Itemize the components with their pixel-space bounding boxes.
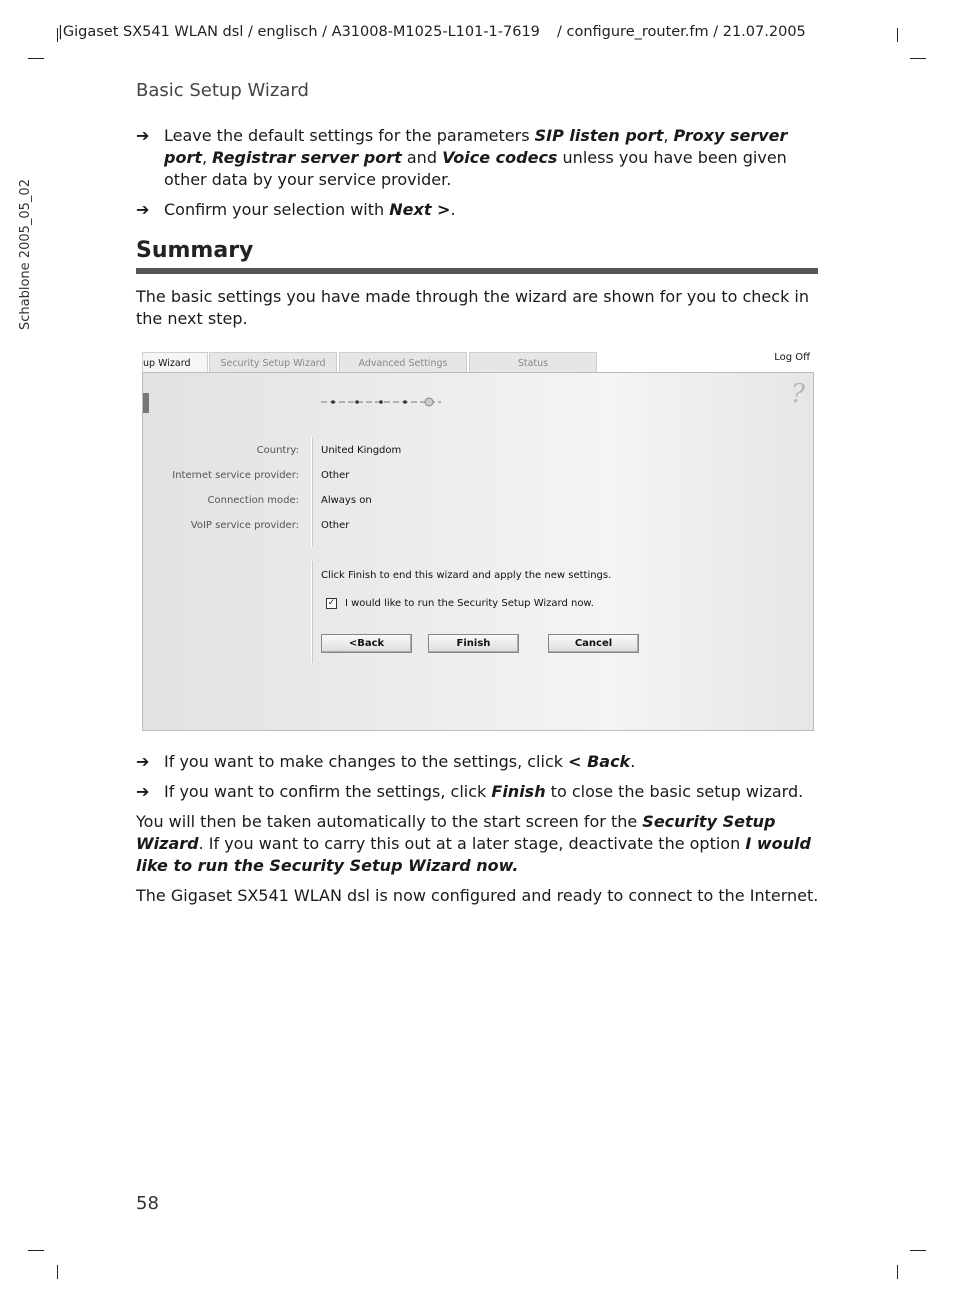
- router-ui-screenshot: [142, 350, 814, 730]
- wizard-panel: [142, 372, 814, 731]
- arrow-icon: ➔: [136, 200, 150, 219]
- running-header-right: / configure_router.fm / 21.07.2005: [557, 24, 806, 40]
- tab-advanced-settings[interactable]: Advanced Settings: [339, 352, 467, 374]
- crop-mark: [910, 58, 926, 59]
- isp-label: Internet service provider:: [172, 470, 299, 481]
- bullet-text: Confirm your selection with Next >.: [164, 200, 456, 219]
- bullet-text: Leave the default settings for the parameters SIP listen port, Proxy server port, Registrar server port and Voice codecs unless you have been given other data by your service provider.: [164, 126, 788, 189]
- back-button[interactable]: <Back: [321, 634, 412, 653]
- arrow-icon: ➔: [136, 752, 150, 771]
- crop-mark: [910, 1250, 926, 1251]
- help-icon[interactable]: ?: [791, 379, 805, 409]
- voip-provider-label: VoIP service provider:: [190, 520, 299, 531]
- heading-rule: [136, 268, 818, 274]
- template-side-label: Schablone 2005_05_02: [18, 179, 33, 330]
- divider: [311, 561, 312, 663]
- isp-value: Other: [321, 470, 350, 481]
- connection-mode-label: Connection mode:: [207, 495, 299, 506]
- crop-mark: [897, 28, 898, 42]
- summary-heading: Summary: [136, 238, 254, 263]
- arrow-icon: ➔: [136, 782, 150, 801]
- tab-basic-setup-wizard[interactable]: up Wizard: [142, 352, 208, 374]
- logoff-link[interactable]: Log Off: [774, 352, 810, 363]
- paragraph-security-wizard: You will then be taken automatically to the start screen for the Security Setup Wizard. If you want to carry this out at a later stage, deactivate the option I would like to run the Security Setup Wizard now.: [136, 812, 811, 875]
- crop-mark: [57, 1265, 58, 1279]
- country-value: United Kingdom: [321, 445, 402, 456]
- arrow-icon: ➔: [136, 126, 150, 145]
- paragraph-configured: The Gigaset SX541 WLAN dsl is now configured and ready to connect to the Internet.: [136, 886, 819, 905]
- crop-mark: [897, 1265, 898, 1279]
- finish-button[interactable]: Finish: [428, 634, 519, 653]
- security-wizard-checkbox-label: I would like to run the Security Setup Wizard now.: [345, 598, 594, 609]
- scroll-indicator: [143, 393, 149, 413]
- crop-mark: [28, 58, 44, 59]
- section-title: Basic Setup Wizard: [136, 80, 309, 101]
- crop-mark: [28, 1250, 44, 1251]
- bullet-text: If you want to make changes to the settings, click < Back.: [164, 752, 636, 771]
- bullet-text: If you want to confirm the settings, click Finish to close the basic setup wizard.: [164, 782, 804, 801]
- cancel-button[interactable]: Cancel: [548, 634, 639, 653]
- tab-status[interactable]: Status: [469, 352, 597, 374]
- divider: [311, 437, 312, 547]
- tab-security-setup-wizard[interactable]: Security Setup Wizard: [209, 352, 337, 374]
- running-header-left: |Gigaset SX541 WLAN dsl / englisch / A31008-M1025-L101-1-7619: [58, 24, 540, 40]
- wizard-progress-icon: [321, 397, 446, 407]
- voip-provider-value: Other: [321, 520, 350, 531]
- country-label: Country:: [256, 445, 299, 456]
- page-number: 58: [136, 1193, 159, 1214]
- finish-note: Click Finish to end this wizard and apply the new settings.: [321, 570, 612, 581]
- summary-text: The basic settings you have made through the wizard are shown for you to check in the next step.: [136, 287, 810, 328]
- connection-mode-value: Always on: [321, 495, 372, 506]
- security-wizard-checkbox[interactable]: ✓: [327, 598, 336, 608]
